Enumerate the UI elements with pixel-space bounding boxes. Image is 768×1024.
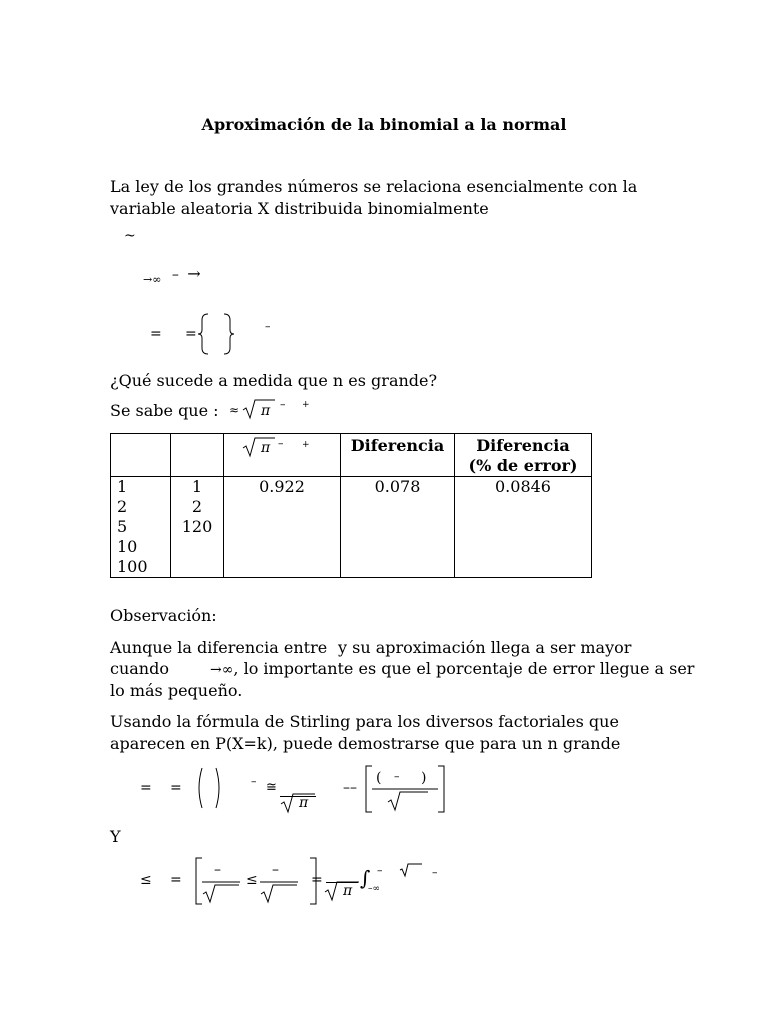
factorial-value: 120 (181, 517, 213, 536)
col-n (111, 477, 171, 578)
eq5-equals-a: = (170, 872, 182, 888)
eq5-sqrt-symbol (324, 880, 360, 902)
infinity-arrow: →∞ (210, 662, 234, 678)
stirling-line-1: Usando la fórmula de Stirling para los diversos factoriales que (110, 712, 619, 731)
equation-limit (143, 264, 201, 286)
header-cell-2 (171, 434, 224, 477)
n-value: 5 (117, 517, 128, 536)
eq4-equals-a: = (140, 780, 152, 796)
observacion-line-2-rest: , lo importante es que el porcentaje de error llegue a ser (233, 659, 695, 678)
equation-3-minus: – (265, 320, 271, 333)
approx-symbol: ≈ (229, 403, 240, 417)
eq4-equals-b: = (170, 780, 182, 796)
eq5-pi: π (343, 883, 353, 899)
se-sabe-label: Se sabe que : (110, 401, 219, 420)
limit-dash: – (171, 267, 179, 283)
col-percent-error (455, 477, 592, 578)
observacion-line-2b (210, 658, 694, 681)
eq4-minus-1: – (251, 775, 257, 788)
binomial-parentheses (194, 766, 224, 810)
equation-3-equals-b: = (185, 326, 197, 342)
comparison-table (110, 433, 592, 578)
equation-tilde: ~ (124, 228, 136, 244)
se-sabe-plus: + (302, 400, 310, 410)
n-value: 2 (117, 497, 128, 516)
eq4-approx: ≅ (266, 780, 277, 795)
col-factorial (171, 477, 224, 578)
eq4-pi: π (299, 795, 309, 811)
header-col5-line-1: Diferencia (476, 436, 570, 455)
header-diferencia-error (455, 434, 592, 477)
col-approximation (224, 477, 341, 578)
eq5-leq-1: ≤ (140, 872, 152, 888)
eq5-leq-2: ≤ (246, 872, 258, 888)
header-col5-line-2: (% de error) (468, 456, 578, 475)
eq4-neg: – (343, 780, 350, 796)
eq5-minus-c: – (377, 864, 383, 877)
equation-3-equals-a: = (150, 326, 162, 342)
observacion-heading: Observación: (110, 606, 217, 625)
header-diferencia: Diferencia (341, 434, 455, 477)
integral-lower-limit: –∞ (368, 884, 380, 894)
eq4-paren-open: ( (376, 770, 382, 786)
n-value: 100 (117, 557, 148, 576)
difference-value: 0.078 (374, 477, 421, 496)
header-cell-3 (224, 434, 341, 477)
observacion-line-3: lo más pequeño. (110, 681, 243, 700)
brace-pair (196, 312, 236, 356)
eq4-sqrt-symbol (280, 792, 316, 814)
eq5-minus-b: – (272, 862, 279, 878)
col-difference (341, 477, 455, 578)
n-value: 1 (117, 477, 128, 496)
eq5-small-sqrt (399, 862, 423, 878)
eq4-minus-3: – (394, 770, 400, 783)
header-plus: + (302, 440, 310, 450)
observacion-line-1a: Aunque la diferencia entre (110, 638, 328, 657)
eq4-minus-2: – (350, 780, 357, 796)
header-cell-1 (111, 434, 171, 477)
eq5-minus-a: – (214, 862, 221, 878)
limit-subscript: →∞ (143, 273, 162, 286)
approximation-value: 0.922 (259, 477, 305, 496)
intro-line-1: La ley de los grandes números se relaciona esencialmente con la (110, 177, 638, 196)
limit-arrow: → (187, 264, 201, 283)
sqrt-pi-symbol (242, 398, 276, 420)
header-sqrt-symbol (242, 436, 276, 458)
eq5-equals-b: = (311, 872, 323, 888)
y-label: Y (110, 827, 121, 846)
eq4-paren-close: ) (421, 770, 427, 786)
header-minus: – (278, 437, 284, 450)
question-text: ¿Qué sucede a medida que n es grande? (110, 371, 438, 390)
eq4-neg-sign (343, 780, 357, 796)
stirling-line-2: aparecen en P(X=k), puede demostrarse que para un n grande (110, 734, 621, 753)
factorial-value: 2 (191, 497, 203, 516)
se-sabe-minus: – (280, 398, 286, 411)
document-title: Aproximación de la binomial a la normal (201, 115, 567, 134)
integral-symbol: ∫ (360, 866, 371, 890)
observacion-line-2a: cuando (110, 659, 169, 678)
n-value: 10 (117, 537, 138, 556)
header-pi: π (261, 440, 271, 456)
intro-line-2: variable aleatoria X distribuida binomialmente (110, 199, 489, 218)
pi-symbol: π (261, 403, 271, 419)
factorial-value: 1 (191, 477, 203, 496)
eq5-minus-d: – (432, 866, 438, 879)
observacion-line-1b: y su aproximación llega a ser mayor (338, 638, 632, 657)
table-header-row (111, 434, 592, 477)
table-row (111, 477, 592, 578)
percent-error-value: 0.0846 (495, 477, 551, 496)
